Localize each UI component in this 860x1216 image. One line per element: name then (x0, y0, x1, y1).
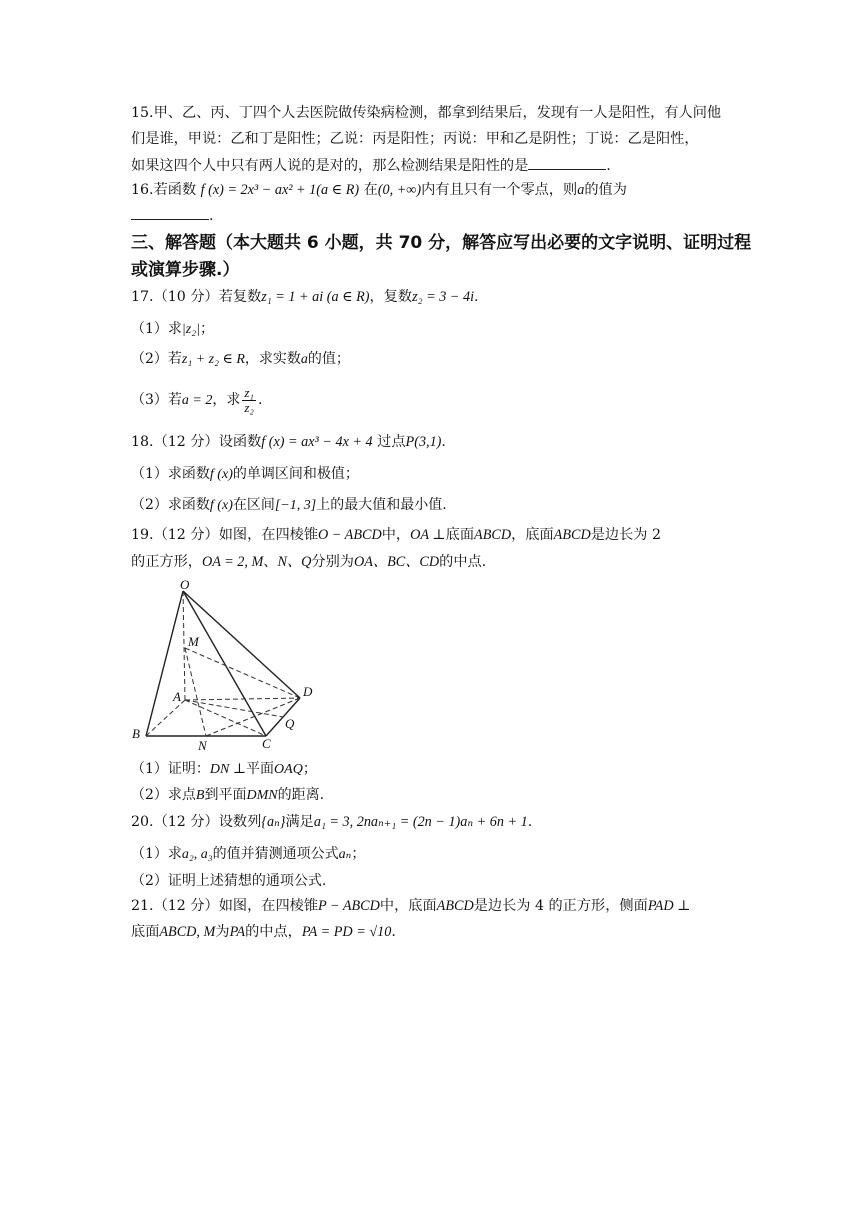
q19-l2-m1: OA = 2, M (201, 554, 264, 570)
q16-prefix: 16.若函数 (131, 182, 197, 198)
q19-p2-m2: DMN (246, 788, 278, 803)
q20-p1-b: 的值并猜测通项公式 (212, 846, 339, 862)
q20-seq: {aₙ} (261, 814, 286, 830)
q18-part-2 (131, 495, 447, 516)
q21-l1-c: 是边长为 4 的正方形，侧面 (473, 898, 648, 914)
q17-part-3: （3）若a = 2，求 $\frac{\text{z₁}}{\text{z₂}}$ . (131, 384, 263, 415)
q19-part-2 (131, 785, 324, 806)
q18-p2-a: （2）求函数 (131, 497, 210, 513)
q19-l2-d: 的中点. (439, 554, 487, 570)
q19-l1-m3: ABCD (474, 527, 512, 543)
q19-l2-b: 、 (263, 554, 278, 570)
q16-interval: (0, +∞) (377, 182, 422, 198)
q18-p1-b: 的单调区间和极值； (232, 466, 359, 482)
q19-l1-m2: OA ⊥ (410, 527, 446, 543)
section-heading-line-1: 三、解答题（本大题共 6 小题，共 70 分，解答应写出必要的文字说明、证明过程 (131, 233, 752, 253)
q19-p1-a: （1）证明： (131, 761, 210, 777)
q15-line-3-text: 如果这四个人中只有两人说的是对的，那么检测结果是阳性的是 (131, 158, 529, 174)
q19-stem-line-1 (131, 525, 731, 545)
q21-l1-m3: PAD ⊥ (647, 898, 691, 914)
q19-stem-line-2 (131, 552, 731, 572)
q17-part-1 (131, 319, 214, 340)
label-C: C (262, 736, 271, 751)
q21-l1-m1: P − ABCD (318, 898, 380, 914)
q17-stem-a: 17.（10 分）若复数 (131, 289, 262, 305)
fraction-denominator: z₂ (244, 399, 254, 415)
q18-point: P(3,1) (405, 434, 442, 450)
q18-p2-c: 上的最大值和最小值. (316, 497, 447, 513)
q19-part-1 (131, 759, 317, 780)
label-Q: Q (285, 716, 295, 731)
q20-p1-c: ； (351, 846, 366, 862)
q20-stem-b: 满足 (285, 814, 314, 830)
q18-part-1 (131, 464, 359, 485)
q20-part-2: （2）证明上述猜想的通项公式. (131, 873, 327, 889)
q17-p2-math: z₁ + z₂ ∈ R (181, 352, 245, 367)
q17-z1: z₁ = 1 + ai (a ∈ R) (261, 289, 370, 305)
q20-p1-a: （1）求 (131, 846, 182, 862)
q17-p3-a: （3）若 (131, 392, 182, 408)
q19-l1-m1: O − ABCD (318, 527, 382, 543)
q21-l2-m2: PA (229, 924, 246, 940)
q19-l1-b: 中， (381, 527, 411, 543)
q19-l2-c: 分别为 (311, 554, 354, 570)
q16-line (131, 180, 731, 200)
pyramid-figure (128, 578, 328, 754)
q19-l2-m2: N、Q (277, 554, 312, 570)
q19-l1-d: ，底面 (511, 527, 554, 543)
q19-p1-m2: OAQ (274, 762, 303, 777)
q15-line-3: 如果这四个人中只有两人说的是对的，那么检测结果是阳性的是 . (131, 155, 731, 176)
label-A: A (173, 689, 181, 704)
label-N: N (198, 738, 207, 753)
label-B: B (132, 726, 140, 741)
q19-p1-b: 平面 (246, 761, 275, 777)
q15-line-1: 15.甲、乙、丙、丁四个人去医院做传染病检测，都拿到结果后，发现有一人是阳性，有人问他 (131, 105, 722, 121)
q17-p2-var: a (300, 352, 308, 367)
q21-l2-m1: ABCD, M (159, 924, 216, 940)
q21-l1-b: 中，底面 (379, 898, 437, 914)
q21-stem-line-2: 底面ABCD, M为PA的中点，PA = PD = √10. (131, 924, 396, 940)
q17-p2-b: ，求实数 (244, 351, 301, 367)
q21-l2-b: 为 (215, 924, 230, 940)
q19-p2-b: 到平面 (204, 787, 247, 803)
q18-stem-b: 过点 (377, 434, 406, 450)
q19-p2-m1: B (195, 788, 205, 803)
q17-p3-b: ，求 (212, 392, 241, 408)
q20-part-1 (131, 844, 365, 865)
section-heading-line-2: 或演算步骤.） (131, 260, 240, 280)
q16-suffix: 内有且只有一个零点，则 (421, 182, 578, 198)
q20-p1-m2: aₙ (338, 847, 352, 862)
q21-l2-m3: PA = PD = √10 (301, 924, 392, 940)
q21-l2-a: 底面 (131, 924, 160, 940)
q16-blank-line: . (131, 205, 731, 226)
q16-var: a (577, 182, 585, 198)
q21-l1-m2: ABCD (436, 898, 474, 914)
label-O: O (180, 578, 190, 592)
q19-l1-m4: ABCD (553, 527, 591, 543)
q19-l1-c: 底面 (445, 527, 475, 543)
q17-p2-c: 的值； (307, 351, 350, 367)
q17-stem-b: ，复数 (369, 289, 413, 305)
q16-end: 的值为 (584, 182, 627, 198)
q21-l2-c: 的中点， (245, 924, 302, 940)
q19-p2-c: 的距离. (277, 787, 325, 803)
q19-p1-c: ； (302, 761, 317, 777)
q18-p2-b: 在区间 (232, 497, 275, 513)
q19-p2-a: （2）求点 (131, 787, 196, 803)
q21-stem-line-1 (131, 896, 731, 916)
answer-blank (131, 205, 209, 220)
q15-line-2: 们是谁，甲说：乙和丁是阳性；乙说：丙是阳性；丙说：甲和乙是阴性；丁说：乙是阳性， (131, 131, 699, 147)
q17-p1-math: |z₂| (181, 322, 200, 337)
q19-p1-m1: DN ⊥ (209, 762, 247, 777)
q18-p2-interval: [−1, 3] (274, 498, 317, 513)
q17-part-2 (131, 349, 350, 370)
q17-fraction (242, 386, 256, 415)
q19-l1-e: 是边长为 2 (590, 527, 662, 543)
q18-function: f (x) = ax³ − 4x + 4 (261, 434, 373, 450)
q18-stem: 18.（12 分）设函数f (x) = ax³ − 4x + 4 过点P(3,1). (131, 434, 446, 450)
q17-z2: z₂ = 3 − 4i (412, 289, 475, 305)
q19-l1-a: 19.（12 分）如图，在四棱锥 (131, 527, 319, 543)
figure-background (128, 578, 328, 754)
q17-p2-a: （2）若 (131, 351, 182, 367)
q17-p1-a: （1）求 (131, 321, 182, 337)
q17-p1-b: ； (199, 321, 214, 337)
label-M: M (188, 634, 199, 649)
fraction-numerator: z₁ (244, 384, 254, 400)
q19-l2-a: 的正方形， (131, 554, 202, 570)
q20-p1-m1: a₂, a₃ (181, 847, 213, 862)
q16-function: f (x) = 2x³ − ax² + 1(a ∈ R) (200, 182, 360, 198)
q20-stem: 20.（12 分）设数列{aₙ}满足a₁ = 3, 2naₙ₊₁ = (2n − 1)aₙ + 6n + 1. (131, 814, 533, 830)
q16-mid: 在 (363, 182, 378, 198)
q20-stem-a: 20.（12 分）设数列 (131, 814, 262, 830)
q18-p2-math: f (x) (209, 498, 233, 513)
q17-p3-math: a = 2 (181, 393, 213, 408)
q18-stem-a: 18.（12 分）设函数 (131, 434, 262, 450)
q18-p1-math: f (x) (209, 467, 233, 482)
q21-l1-a: 21.（12 分）如图，在四棱锥 (131, 898, 319, 914)
label-D: D (303, 684, 313, 699)
q18-p1-a: （1）求函数 (131, 466, 210, 482)
q20-relation: a₁ = 3, 2naₙ₊₁ = (2n − 1)aₙ + 6n + 1 (313, 814, 528, 830)
q19-l2-m3: OA、BC、CD (353, 554, 440, 570)
q17-stem: 17.（10 分）若复数z₁ = 1 + ai (a ∈ R)，复数z₂ = 3 − 4i. (131, 289, 479, 305)
answer-blank (528, 155, 606, 170)
